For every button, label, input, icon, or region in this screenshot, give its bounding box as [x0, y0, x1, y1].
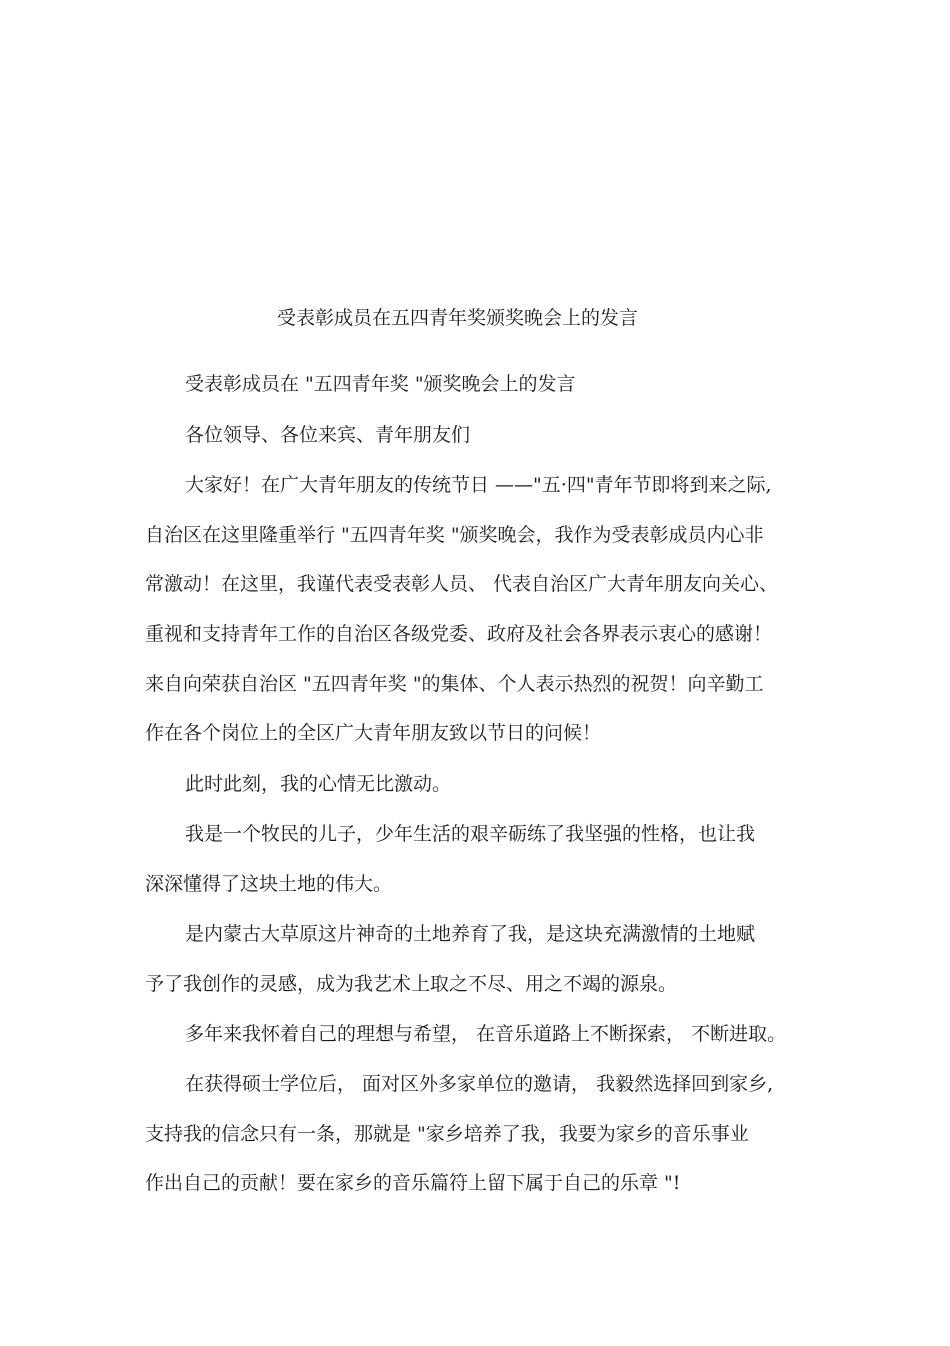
paragraph-line: 受表彰成员在 "五四青年奖 "颁奖晚会上的发言 [185, 373, 576, 395]
paragraph-line: 自治区在这里隆重举行 "五四青年奖 "颁奖晚会，我作为受表彰成员内心非 [145, 524, 764, 546]
paragraph-line: 作在各个岗位上的全区广大青年朋友致以节日的问候！ [145, 722, 602, 744]
paragraph-line: 此时此刻，我的心情无比激动。 [185, 773, 452, 795]
paragraph-line: 支持我的信念只有一条，那就是 "家乡培养了我，我要为家乡的音乐事业 [145, 1123, 749, 1145]
paragraph-line: 在获得硕士学位后， 面对区外多家单位的邀请， 我毅然选择回到家乡, [185, 1073, 774, 1095]
paragraph-line: 大家好！在广大青年朋友的传统节日 ——"五·四"青年节即将到来之际, [185, 474, 772, 496]
paragraph-line: 是内蒙古大草原这片神奇的土地养育了我，是这块充满激情的土地赋 [185, 923, 756, 945]
paragraph-line: 深深懂得了这块土地的伟大。 [145, 873, 393, 895]
paragraph-line: 各位领导、各位来宾、青年朋友们 [185, 424, 471, 446]
document-title: 受表彰成员在五四青年奖颁奖晚会上的发言 [276, 307, 638, 329]
paragraph-line: 重视和支持青年工作的自治区各级党委、政府及社会各界表示衷心的感谢！ [145, 623, 773, 645]
paragraph-line: 予了我创作的灵感，成为我艺术上取之不尽、用之不竭的源泉。 [145, 973, 678, 995]
paragraph-line: 作出自己的贡献！要在家乡的音乐篇符上留下属于自己的乐章 "! [145, 1172, 681, 1194]
paragraph-line: 常激动！在这里，我谨代表受表彰人员、 代表自治区广大青年朋友向关心、 [145, 573, 779, 595]
paragraph-line: 多年来我怀着自己的理想与希望， 在音乐道路上不断探索， 不断进取。 [185, 1023, 787, 1045]
paragraph-line: 我是一个牧民的儿子，少年生活的艰辛砺练了我坚强的性格，也让我 [185, 823, 756, 845]
paragraph-line: 来自向荣获自治区 "五四青年奖 "的集体、个人表示热烈的祝贺！向辛勤工 [145, 673, 764, 695]
